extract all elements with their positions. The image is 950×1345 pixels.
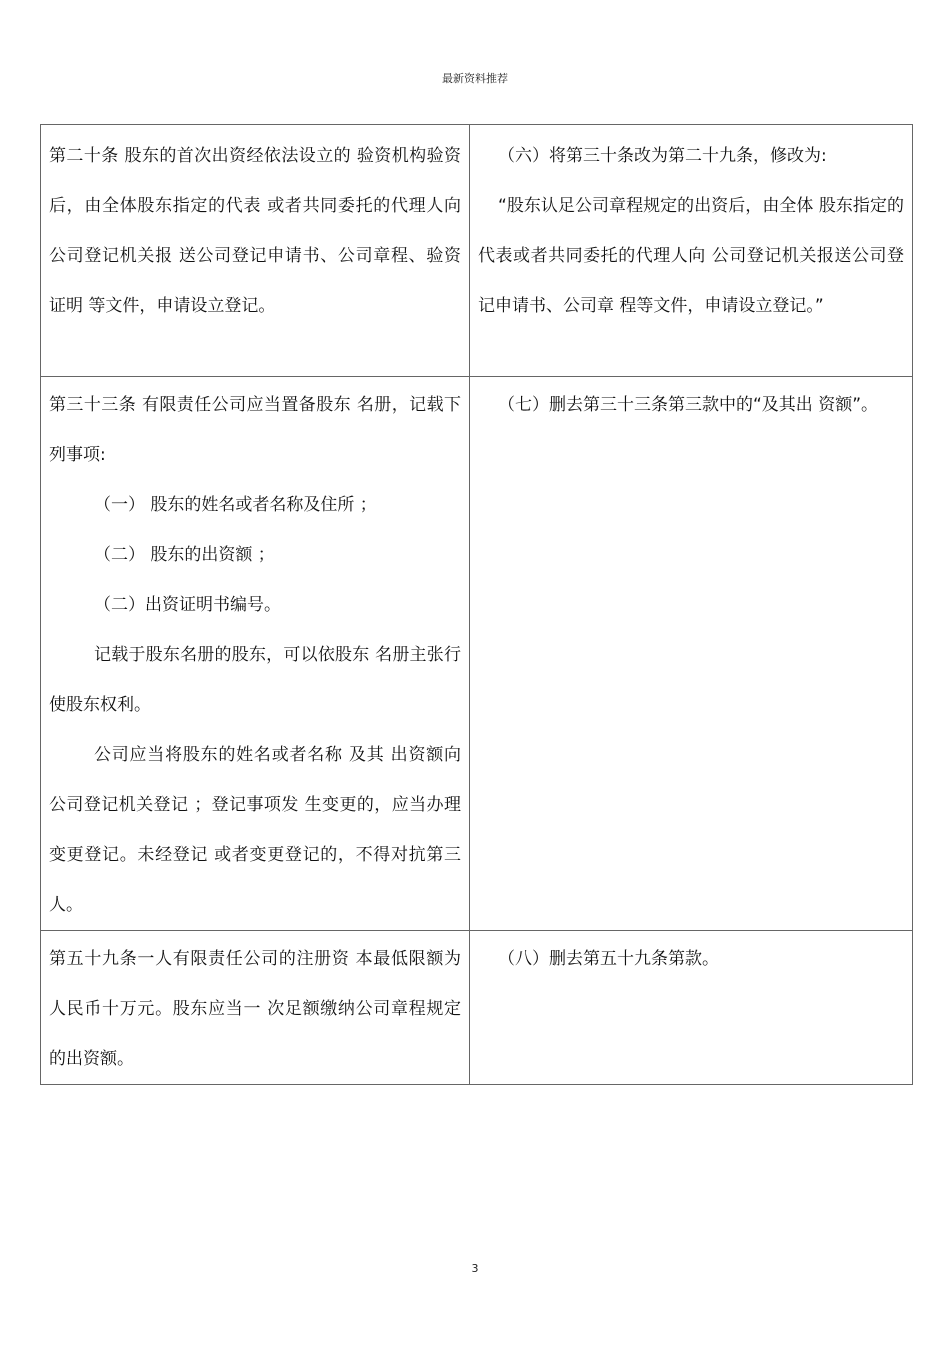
- amendment-6-text: “股东认足公司章程规定的出资后，由全体 股东指定的代表或者共同委托的代理人向 公司登记机关报送公司登记申请书、公司章 程等文件，申请设立登记。”: [478, 196, 904, 316]
- amendment-comparison-table: [40, 124, 913, 1085]
- article-33-paragraph: 记载于股东名册的股东，可以依股东 名册主张行使股东权利。: [49, 645, 461, 715]
- table-row: [41, 125, 913, 377]
- amendment-cell: [470, 377, 913, 931]
- table-row: [41, 931, 913, 1085]
- article-33-item: （一） 股东的姓名或者名称及住所 ；: [94, 495, 377, 515]
- amendment-7-text: （七）删去第三十三条第三款中的“及其出 资额”。: [498, 395, 879, 415]
- page-number: 3: [471, 1262, 479, 1275]
- amendment-6-title: （六）将第三十条改为第二十九条，修改为:: [498, 146, 827, 166]
- article-33-item: （二）出资证明书编号。: [94, 595, 281, 615]
- amendment-cell: [470, 931, 913, 1085]
- article-59-text: 第五十九条一人有限责任公司的注册资 本最低限额为人民币十万元。股东应当一 次足额缴纳公司章程规定的出资额。: [49, 949, 461, 1069]
- amendment-cell: [470, 125, 913, 377]
- article-33-item: （二） 股东的出资额 ；: [94, 545, 275, 565]
- original-article-cell: [41, 377, 470, 931]
- page-header-note: 最新资料推荐: [442, 72, 508, 85]
- article-33-paragraph: 公司应当将股东的姓名或者名称 及其 出资额向公司登记机关登记 ；登记事项发 生变更的，应当办理变更登记。未经登记 或者变更登记的，不得对抗第三人。: [49, 745, 461, 915]
- article-33-intro: 第三十三条 有限责任公司应当置备股东 名册，记载下列事项:: [49, 395, 461, 465]
- original-article-cell: [41, 125, 470, 377]
- amendment-8-text: （八）删去第五十九条第款。: [498, 949, 719, 969]
- article-20-text: 第二十条 股东的首次出资经依法设立的 验资机构验资后，由全体股东指定的代表 或者共同委托的代理人向公司登记机关报 送公司登记申请书、公司章程、验资证明 等文件，申请设立登记。: [49, 146, 461, 316]
- table-row: [41, 377, 913, 931]
- original-article-cell: [41, 931, 470, 1085]
